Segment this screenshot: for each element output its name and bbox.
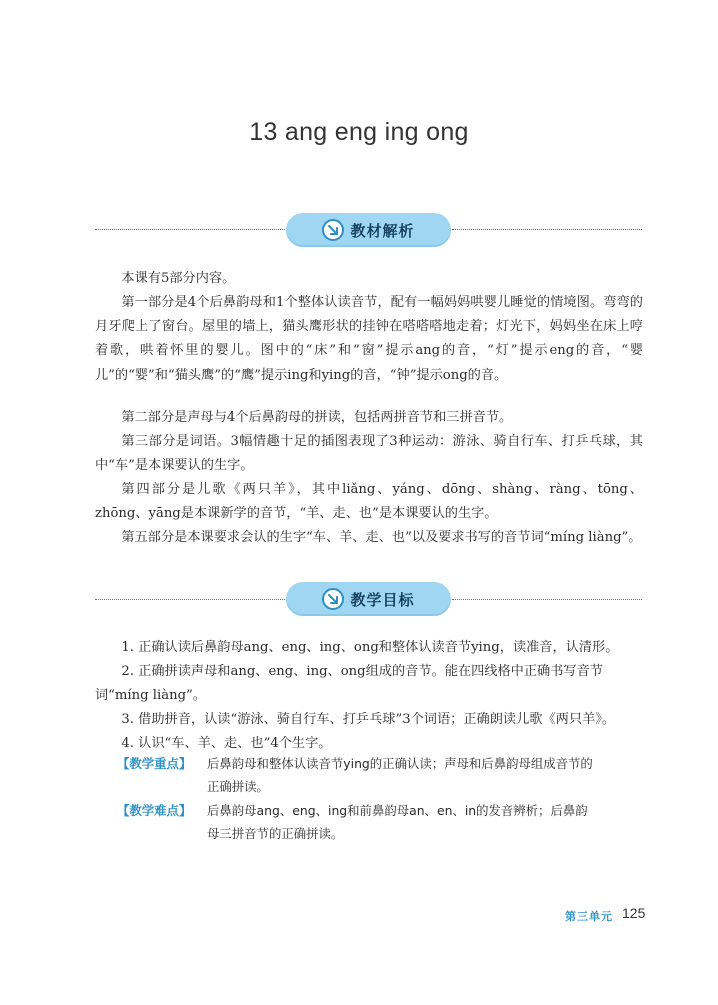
difficult-point-text: 后鼻韵母ang、eng、ing和前鼻韵母an、en、in的发音辨析；后鼻韵 [207, 803, 588, 818]
difficult-point [117, 799, 647, 845]
paragraph: 第三部分是词语。3幅情趣十足的插图表现了3种运动：游泳、骑自行车、打乒乓球，其中“车”是本课要认的生字。 [95, 434, 643, 474]
paragraph: 第一部分是4个后鼻韵母和1个整体认读音节，配有一幅妈妈哄婴儿睡觉的情境图。弯弯的月牙爬上了窗台。屋里的墙上，猫头鹰形状的挂钟在嗒嗒嗒地走着；灯光下，妈妈坐在床上哼着歌，哄着怀里的婴儿。图中的“床”和“窗”提示ang的音，“灯”提示eng的音，“婴儿”的“婴”和“猫头鹰”的“鹰”提示ing和ying的音，“钟”提示ong的音。 [95, 295, 643, 383]
section-header-teaching-objectives [286, 582, 451, 616]
page-number: 125 [622, 905, 646, 921]
section-label: 教学目标 [350, 590, 415, 609]
section-divider-left [95, 599, 285, 600]
arrow-down-right-icon [322, 588, 344, 610]
section-divider-left [95, 229, 285, 230]
key-point-text-cont: 正确拼读。 [207, 779, 269, 794]
lesson-title: 13 ang eng ing ong [249, 118, 469, 146]
section-label: 教材解析 [350, 221, 415, 240]
key-point-text: 后鼻韵母和整体认读音节ying的正确认读；声母和后鼻韵母组成音节的 [207, 756, 593, 771]
paragraph: 第四部分是儿歌《两只羊》，其中liǎng、yáng、dōng、shàng、ràng、tōng、zhōng、yāng是本课新学的音节，“羊、走、也”是本课要认的生字。 [95, 482, 643, 522]
unit-label: 第三单元 [565, 910, 613, 923]
objective-item: 1. 正确认读后鼻韵母ang、eng、ing、ong和整体认读音节ying，读准音，认清形。 [121, 640, 619, 655]
objective-item: 3. 借助拼音，认读“游泳、骑自行车、打乒乓球”3个词语；正确朗读儿歌《两只羊》。 [121, 712, 615, 727]
difficult-point-tag: 【教学难点】 [117, 803, 192, 818]
paragraph: 第二部分是声母与4个后鼻韵母的拼读，包括两拼音节和三拼音节。 [121, 410, 513, 425]
key-point [117, 752, 647, 798]
section-header-textbook-analysis [286, 213, 451, 247]
paragraph: 本课有5部分内容。 [121, 271, 236, 286]
section-divider-right [452, 229, 642, 230]
section-divider-right [452, 599, 642, 600]
arrow-down-right-icon [322, 219, 344, 241]
paragraph: 第五部分是本课要求会认的生字“车、羊、走、也”以及要求书写的音节词“míng liàng”。 [121, 530, 642, 545]
objective-item: 4. 认识“车、羊、走、也”4个生字。 [121, 736, 332, 751]
difficult-point-text-cont: 母三拼音节的正确拼读。 [207, 826, 344, 841]
objective-item: 2. 正确拼读声母和ang、eng、ing、ong组成的音节。能在四线格中正确书写音节词“míng liàng”。 [95, 664, 603, 703]
key-point-tag: 【教学重点】 [117, 756, 192, 771]
